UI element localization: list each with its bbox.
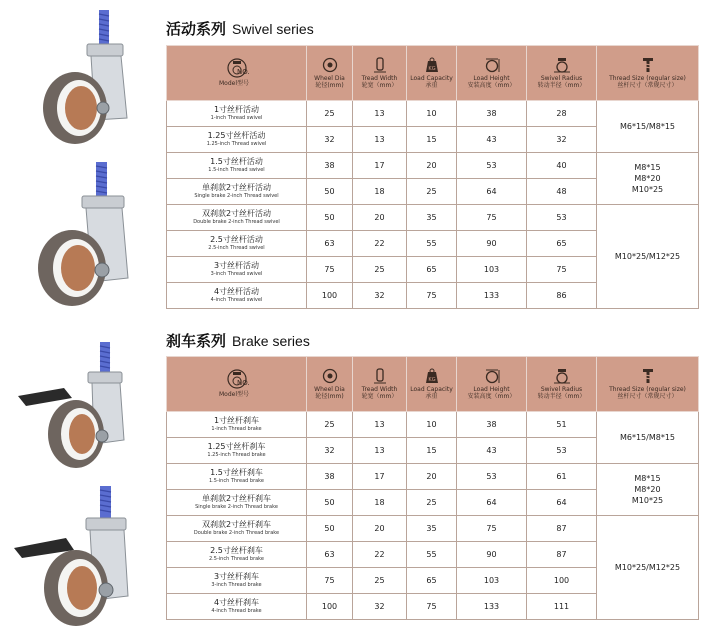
header-load-height: Load Height 安装高度（mm） [457, 46, 527, 101]
table-row: 1.5寸丝杆刹车 1.5-inch Thread brake 38 17 20 53 61 M8*15 M8*20 M10*25 [167, 464, 699, 490]
weight-kg-icon [423, 57, 441, 73]
header-model [167, 46, 307, 101]
table-row: 双刹款2寸丝杆活动 Double brake 2-inch Thread swivel 50 20 35 75 53 M10*25/M12*25 [167, 205, 699, 231]
table-header-row [167, 357, 699, 412]
wheel-diameter-icon [322, 57, 338, 73]
swivel-title-en: Swivel series [232, 21, 314, 37]
header-tread-width: Tread Width 轮宽（mm） [353, 46, 407, 101]
swivel-caster-small-image [35, 8, 135, 148]
table-row: 4寸丝杆活动 4-inch Thread swivel 100 32 75 133 86 [167, 283, 699, 309]
table-row: 2.5寸丝杆活动 2.5-inch Thread swivel 63 22 55 90 65 [167, 231, 699, 257]
swivel-radius-icon [553, 57, 571, 73]
header-model [167, 357, 307, 412]
swivel-radius-icon [553, 368, 571, 384]
svg-text:KG: KG [427, 377, 436, 383]
thread-size-cell: M6*15/M8*15 [597, 412, 699, 464]
load-height-icon [483, 57, 501, 73]
swivel-title-zh: 活动系列 [166, 20, 227, 38]
thread-size-cell: M10*25/M12*25 [597, 516, 699, 620]
header-thread-size: Thread Size (regular size) 丝杆尺寸（常规尺寸） [597, 46, 699, 101]
table-row: 2.5寸丝杆刹车 2.5-inch Thread brake 63 22 55 90 87 [167, 542, 699, 568]
header-load-height: Load Height 安装高度（mm） [457, 357, 527, 412]
brake-title-zh: 刹车系列 [166, 332, 227, 350]
table-row: 1寸丝杆刹车 1-inch Thread brake 25 13 10 38 51 M6*15/M8*15 [167, 412, 699, 438]
header-model-no: NO. [237, 68, 250, 76]
swivel-spec-table [166, 45, 699, 309]
tread-width-icon [372, 368, 388, 384]
brake-section-title [166, 330, 310, 351]
header-thread-size: Thread Size (regular size) 丝杆尺寸（常规尺寸） [597, 357, 699, 412]
header-wheel-dia: Wheel Dia 轮径(mm) [307, 357, 353, 412]
wheel-diameter-icon [322, 368, 338, 384]
table-row: 双刹款2寸丝杆刹车 Double brake 2-inch Thread brake 50 20 35 75 87 M10*25/M12*25 [167, 516, 699, 542]
table-row: 1.5寸丝杆活动 1.5-inch Thread swivel 38 17 20 53 40 M8*15 M8*20 M10*25 [167, 153, 699, 179]
header-load-capacity: KG Load Capacity 承重 [407, 357, 457, 412]
thread-size-cell: M10*25/M12*25 [597, 205, 699, 309]
brake-caster-small-image [12, 340, 132, 480]
thread-size-icon [640, 57, 656, 73]
swivel-section-title [166, 18, 314, 39]
table-row: 3寸丝杆活动 3-inch Thread swivel 75 25 65 103 75 [167, 257, 699, 283]
header-swivel-radius: Swivel Radius 转动半径（mm） [527, 357, 597, 412]
swivel-caster-large-image [30, 160, 135, 310]
table-row: 单刹款2寸丝杆活动 Single brake 2-inch Thread swivel 50 18 25 64 48 [167, 179, 699, 205]
tread-width-icon [372, 57, 388, 73]
header-swivel-radius: Swivel Radius 转动半径（mm） [527, 46, 597, 101]
header-model-label: Model型号 [219, 80, 250, 87]
thread-size-cell: M8*15 M8*20 M10*25 [597, 153, 699, 205]
table-row: 1.25寸丝杆刹车 1.25-inch Thread brake 32 13 15 43 53 [167, 438, 699, 464]
thread-size-icon [640, 368, 656, 384]
thread-size-cell: M6*15/M8*15 [597, 101, 699, 153]
table-row: 单刹款2寸丝杆刹车 Single brake 2-inch Thread brake 50 18 25 64 64 [167, 490, 699, 516]
weight-kg-icon [423, 368, 441, 384]
table-row: 4寸丝杆刹车 4-inch Thread brake 100 32 75 133 111 [167, 594, 699, 620]
table-header-row [167, 46, 699, 101]
header-wheel-dia: Wheel Dia 轮径(mm) [307, 46, 353, 101]
svg-text:KG: KG [427, 66, 436, 72]
header-model-label: Model型号 [219, 391, 250, 398]
table-row: 1.25寸丝杆活动 1.25-inch Thread swivel 32 13 15 43 32 [167, 127, 699, 153]
brake-title-en: Brake series [232, 333, 310, 349]
brake-spec-table [166, 356, 699, 620]
header-load-capacity: KG Load Capacity 承重 [407, 46, 457, 101]
table-row: 3寸丝杆刹车 3-inch Thread brake 75 25 65 103 100 [167, 568, 699, 594]
header-tread-width: Tread Width 轮宽（mm） [353, 357, 407, 412]
header-model-no: NO. [237, 379, 250, 387]
thread-size-cell: M8*15 M8*20 M10*25 [597, 464, 699, 516]
load-height-icon [483, 368, 501, 384]
table-row: 1寸丝杆活动 1-inch Thread swivel 25 13 10 38 28 M6*15/M8*15 [167, 101, 699, 127]
brake-caster-large-image [10, 484, 135, 634]
